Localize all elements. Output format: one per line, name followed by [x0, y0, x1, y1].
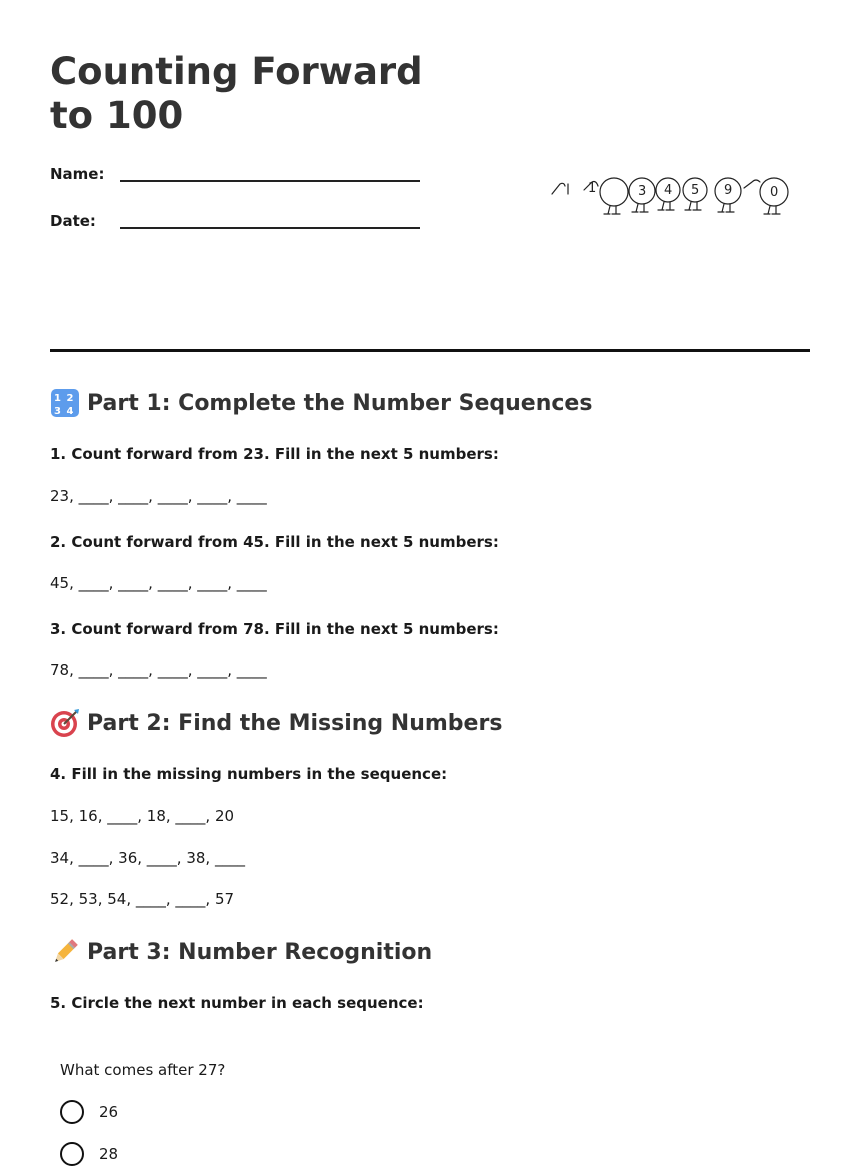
question-1: 1. Count forward from 23. Fill in the next 5 numbers: — [50, 445, 499, 463]
part2-heading — [50, 708, 502, 738]
header-divider — [50, 349, 810, 352]
option-28-radio[interactable] — [60, 1142, 84, 1166]
bird-number-5: 9 — [724, 183, 733, 198]
svg-text:3: 3 — [54, 406, 61, 417]
target-icon — [50, 708, 80, 738]
question-3: 3. Count forward from 78. Fill in the next 5 numbers: — [50, 620, 499, 638]
counting-birds-illustration — [548, 170, 792, 220]
pencil-icon — [50, 937, 80, 967]
part1-heading — [50, 388, 592, 418]
bird-number-2: 3 — [638, 184, 647, 199]
missing-sequence-1[interactable]: 15, 16, ____, 18, ____, 20 — [50, 807, 235, 825]
sequence-3[interactable]: 78, ____, ____, ____, ____, ____ — [50, 661, 267, 679]
option-26[interactable] — [60, 1099, 118, 1125]
bird-number-6: 0 — [770, 185, 779, 200]
option-26-radio[interactable] — [60, 1100, 84, 1124]
svg-text:4: 4 — [66, 406, 74, 417]
number-keypad-icon — [50, 388, 80, 418]
sequence-2[interactable]: 45, ____, ____, ____, ____, ____ — [50, 574, 267, 592]
part3-heading-text: Part 3: Number Recognition — [87, 939, 433, 965]
question-5: 5. Circle the next number in each sequence: — [50, 994, 424, 1012]
recognition-prompt: What comes after 27? — [60, 1061, 226, 1079]
date-label: Date: — [50, 212, 96, 230]
sequence-1[interactable]: 23, ____, ____, ____, ____, ____ — [50, 487, 267, 505]
option-26-label: 26 — [99, 1103, 119, 1121]
option-28-label: 28 — [99, 1145, 119, 1163]
part2-heading-text: Part 2: Find the Missing Numbers — [87, 710, 503, 736]
date-line[interactable] — [120, 227, 420, 229]
bird-number-4: 5 — [691, 183, 700, 198]
part1-heading-text: Part 1: Complete the Number Sequences — [87, 390, 593, 416]
worksheet-title: Counting Forward to 100 — [50, 50, 423, 137]
question-4: 4. Fill in the missing numbers in the sequence: — [50, 765, 448, 783]
name-line[interactable] — [120, 180, 420, 182]
part3-heading — [50, 937, 432, 967]
bird-number-1: 1 — [588, 181, 597, 196]
svg-text:2: 2 — [66, 393, 74, 404]
option-28[interactable] — [60, 1141, 118, 1167]
svg-text:1: 1 — [54, 393, 61, 404]
question-2: 2. Count forward from 45. Fill in the next 5 numbers: — [50, 533, 499, 551]
bird-number-3: 4 — [664, 183, 673, 198]
missing-sequence-2[interactable]: 34, ____, 36, ____, 38, ____ — [50, 849, 245, 867]
name-label: Name: — [50, 165, 105, 183]
missing-sequence-3[interactable]: 52, 53, 54, ____, ____, 57 — [50, 890, 235, 908]
